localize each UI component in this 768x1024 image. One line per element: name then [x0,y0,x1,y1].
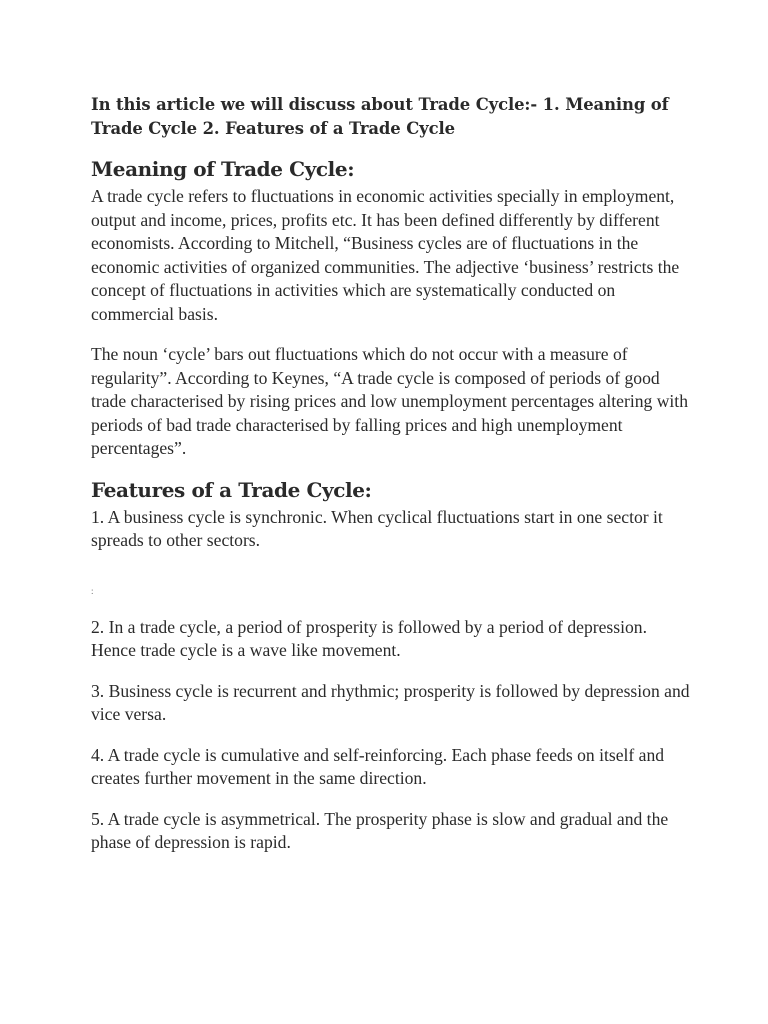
stray-marker: : [91,585,94,596]
feature-item-5: 5. A trade cycle is asymmetrical. The prosperity phase is slow and gradual and the phase of depression is rapid. [91,808,669,852]
article [91,93,691,872]
feature-item-2: 2. In a trade cycle, a period of prosperity is followed by a period of depression. Hence trade cycle is a wave like movement. [91,616,647,660]
features-section [91,478,691,855]
meaning-paragraph-1: A trade cycle refers to fluctuations in economic activities specially in employment, output and income, prices, profits etc. It has been defined differently by different economists. According to Mitchell, “Business cycles are of fluctuations in the economic activities of organized communities. The adjective ‘business’ restricts the concept of fluctuations in activities which are systematically conducted on commercial basis. [91,186,680,324]
feature-item-1: 1. A business cycle is synchronic. When cyclical fluctuations start in one sector it spreads to other sectors. [91,506,663,550]
feature-item-4: 4. A trade cycle is cumulative and self-reinforcing. Each phase feeds on itself and creates further movement in the same direction. [91,744,665,788]
intro-text: In this article we will discuss about Trade Cycle:- 1. Meaning of Trade Cycle 2. Features of a Trade Cycle [91,95,669,138]
meaning-heading: Meaning of Trade Cycle: [91,157,355,181]
features-heading: Features of a Trade Cycle: [91,477,372,502]
meaning-paragraph-2: The noun ‘cycle’ bars out fluctuations which do not occur with a measure of regularity”. According to Keynes, “A trade cycle is composed of periods of good trade characterised by rising prices and low unemployment percentages altering with periods of bad trade characterised by falling prices and high unemployment percentages”. [91,344,688,458]
meaning-section [91,157,691,461]
feature-item-3: 3. Business cycle is recurrent and rhythmic; prosperity is followed by depression and vice versa. [91,680,690,724]
